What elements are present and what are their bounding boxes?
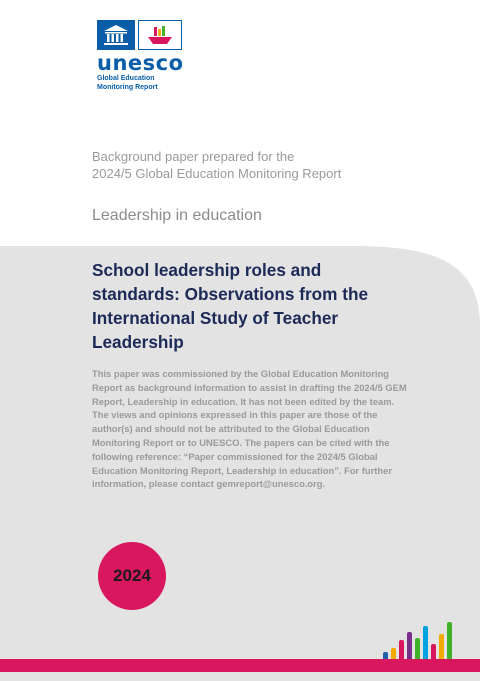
gem-boat-icon [138,20,182,50]
unesco-wordmark: unesco [97,51,184,75]
decorative-bars [0,620,480,662]
year-badge [98,542,166,610]
decor-bar [407,632,412,662]
abstract-paragraph: This paper was commissioned by the Global Education Monitoring Report as background information to assist in drafting the 2024/5 GEM Report, Leadership in education. It has not been edited by the team. The views and opinions expressed in this paper are those of the author(s) and should not be attributed to the Global Education Monitoring Report or to UNESCO. The papers can be cited with the following reference: “Paper commissioned for the 2024/5 Global Education Monitoring Report, Leadership in education”. For further information, please contact gemreport@unesco.org. [92,368,407,490]
background-paper-line2: 2024/5 Global Education Monitoring Report [92,166,342,181]
decor-bar [439,634,444,662]
decor-bar [423,626,428,662]
report-theme: Leadership in education [92,207,262,224]
unesco-gem-logo [97,20,184,92]
bottom-pink-band [0,659,480,672]
gem-subtitle-line2: Monitoring Report [97,84,158,91]
decor-bar [447,622,452,662]
gem-subtitle-line1: Global Education [97,75,155,82]
background-paper-line1: Background paper prepared for the [92,149,295,164]
temple-icon [97,20,135,50]
year-label: 2024 [113,566,151,585]
paper-title: School leadership roles and standards: Observations from the International Study of Teacher Leadership [92,260,369,352]
